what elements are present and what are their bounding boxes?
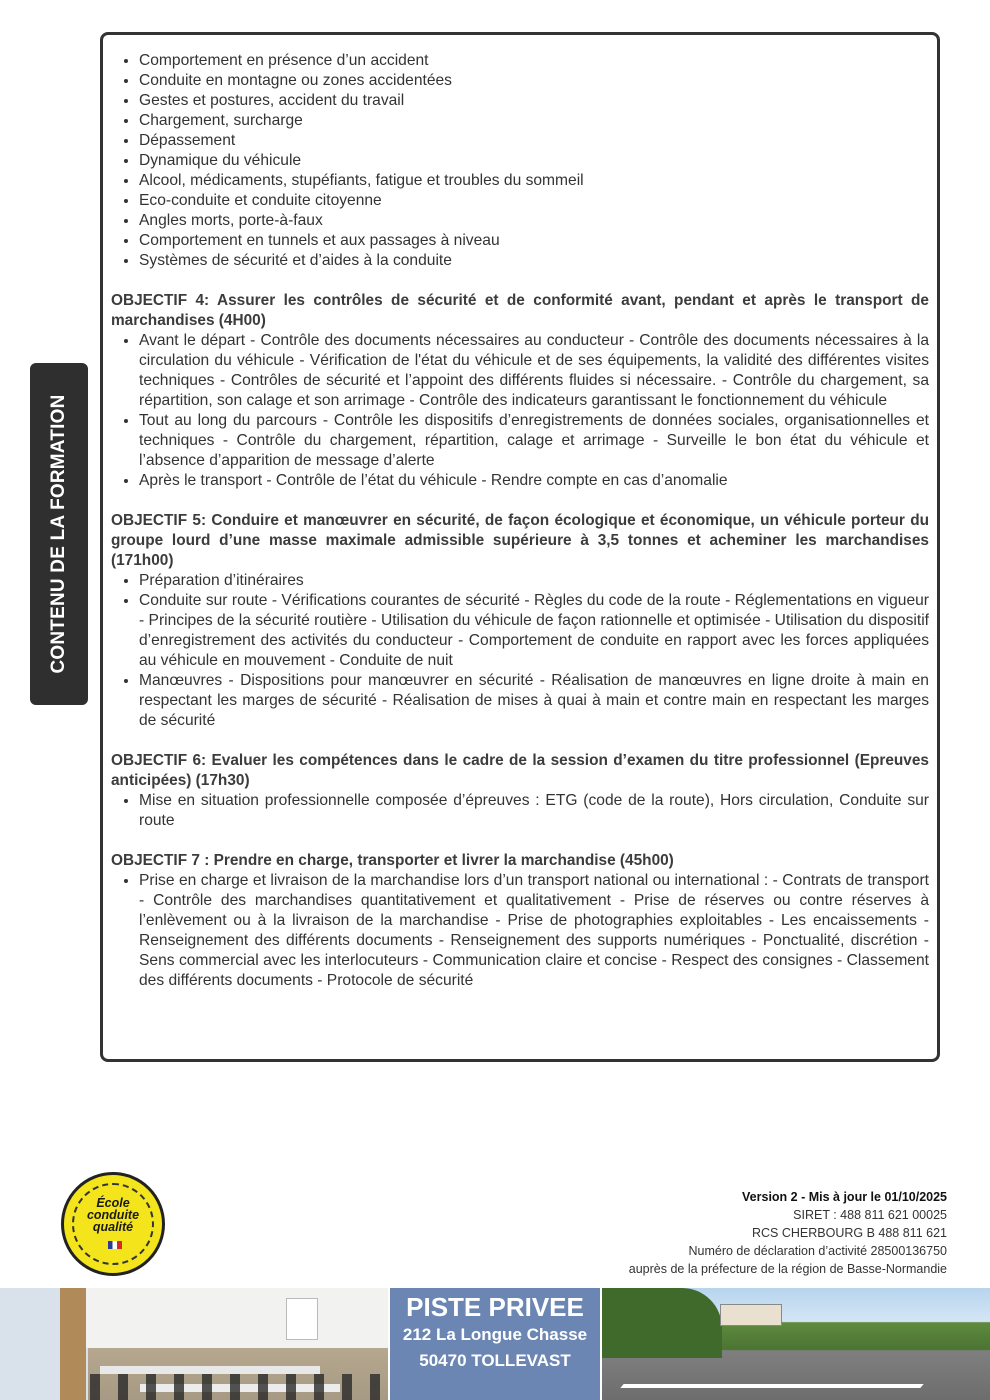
objective-5-list xyxy=(111,571,929,731)
piste-title: PISTE PRIVEE xyxy=(406,1292,584,1322)
photo-chairs xyxy=(90,1374,380,1400)
list-item: • Eco-conduite et conduite citoyenne xyxy=(139,191,929,211)
intro-list xyxy=(111,51,929,271)
list-item: • Alcool, médicaments, stupéfiants, fatigue et troubles du sommeil xyxy=(139,171,929,191)
list-item: • Chargement, surcharge xyxy=(139,111,929,131)
list-item: • Conduite sur route - Vérifications courantes de sécurité - Règles du code de la route - Réglementations en vigueur - Principes de la sécurité routière - Utilisation du véhicule de façon rationnelle et optimisée - Utilisation du dispositif d’enregistrement des activités du conducteur - Comportement de conduite en rapport avec les forces appliquées au véhicule en mouvement - Conduite de nuit xyxy=(139,591,929,671)
side-tab-label: CONTENU DE LA FORMATION xyxy=(48,394,69,674)
list-item: • Prise en charge et livraison de la marchandise lors d’un transport national ou international : - Contrats de transport - Contrôle des marchandises quantitativement et qualitativement - Prise de réserves ou contre réserves à l’enlèvement ou à la livraison de la marchandise - Prise de photographies exploitables - Les encaissements - Renseignement des différents documents - Renseignement des supports numériques - Ponctualité, discrétion - Sens commercial avec les interlocuteurs - Communication claire et concise - Respect des consignes - Classement des différents documents - Protocole de sécurité xyxy=(139,871,929,991)
prefecture-line: auprès de la préfecture de la région de Basse-Normandie xyxy=(628,1262,947,1276)
piste-address-line-2: 50470 TOLLEVAST xyxy=(419,1351,571,1370)
side-tab xyxy=(30,363,88,705)
piste-banner xyxy=(388,1288,602,1400)
badge-ring xyxy=(72,1183,154,1265)
declaration-line: Numéro de déclaration d’activité 28500136750 xyxy=(688,1244,947,1258)
legal-info xyxy=(629,1188,947,1278)
list-item: • Mise en situation professionnelle composée d’épreuves : ETG (code de la route), Hors circulation, Conduite sur route xyxy=(139,791,929,831)
list-item: • Angles morts, porte-à-faux xyxy=(139,211,929,231)
track-photo xyxy=(602,1288,990,1400)
list-item: • Conduite en montagne ou zones accidentées xyxy=(139,71,929,91)
siret-line: SIRET : 488 811 621 00025 xyxy=(793,1208,947,1222)
photo-road-marking xyxy=(620,1384,923,1388)
rcs-line: RCS CHERBOURG B 488 811 621 xyxy=(752,1226,947,1240)
photo-billboard xyxy=(720,1304,782,1326)
photo-table xyxy=(100,1366,320,1374)
list-item: • Après le transport - Contrôle de l’état du véhicule - Rendre compte en cas d’anomalie xyxy=(139,471,929,491)
objective-5-title: OBJECTIF 5: Conduire et manœuvrer en sécurité, de façon écologique et économique, un véhicule porteur du groupe lourd d’une masse maximale admissible supérieure à 3,5 tonnes et acheminer les marchandises (171h00) xyxy=(111,512,929,569)
list-item: • Tout au long du parcours - Contrôle les dispositifs d’enregistrements de données sociales, organisationnelles et techniques - Contrôle du chargement, répartition, calage et arrimage - Surveille le bon état du véhicule et l’absence d’apparition de message d’alerte xyxy=(139,411,929,471)
objective-6-title: OBJECTIF 6: Evaluer les compétences dans le cadre de la session d’examen du titre professionnel (Epreuves anticipées) (17h30) xyxy=(111,752,929,789)
classroom-photo xyxy=(0,1288,388,1400)
list-item: • Dynamique du véhicule xyxy=(139,151,929,171)
list-item: • Comportement en tunnels et aux passages à niveau xyxy=(139,231,929,251)
list-item: • Systèmes de sécurité et d’aides à la conduite xyxy=(139,251,929,271)
quality-badge-logo xyxy=(61,1172,165,1276)
photo-trees xyxy=(602,1288,722,1358)
list-item: • Gestes et postures, accident du travail xyxy=(139,91,929,111)
photo-whiteboard xyxy=(286,1298,318,1340)
version-line: Version 2 - Mis à jour le 01/10/2025 xyxy=(742,1190,947,1204)
list-item: • Dépassement xyxy=(139,131,929,151)
list-item: • Avant le départ - Contrôle des documents nécessaires au conducteur - Contrôle des documents nécessaires à la circulation du véhicule - Vérification de l'état du véhicule et de ses équipements, la validité des différentes visites techniques - Contrôles de sécurité et l’appoint des différents fluides si nécessaire. - Contrôle du chargement, sa répartition, son calage et son arrimage - Contrôle des indicateurs garantissant le fonctionnement du véhicule xyxy=(139,331,929,411)
objective-6-list xyxy=(111,791,929,831)
list-item: • Préparation d’itinéraires xyxy=(139,571,929,591)
photo-wall xyxy=(86,1288,388,1348)
piste-address-line-1: 212 La Longue Chasse xyxy=(402,1325,588,1344)
list-item: • Manœuvres - Dispositions pour manœuvrer en sécurité - Réalisation de manœuvres en ligne droite à main en respectant les marges de sécurité - Réalisation de mises à quai à main et contre main en respectant les marges de sécurité xyxy=(139,671,929,731)
objective-4-title: OBJECTIF 4: Assurer les contrôles de sécurité et de conformité avant, pendant et après le transport de marchandises (4H00) xyxy=(111,292,929,329)
objective-7-title: OBJECTIF 7 : Prendre en charge, transporter et livrer la marchandise (45h00) xyxy=(111,852,674,869)
badge-text: École conduite qualité xyxy=(86,1196,140,1234)
french-flag-icon xyxy=(108,1241,122,1249)
list-item: • Comportement en présence d’un accident xyxy=(139,51,929,71)
objective-7-list xyxy=(111,871,929,991)
objective-4-list xyxy=(111,331,929,491)
course-content-box xyxy=(100,32,940,1062)
photo-pillar xyxy=(60,1288,86,1400)
